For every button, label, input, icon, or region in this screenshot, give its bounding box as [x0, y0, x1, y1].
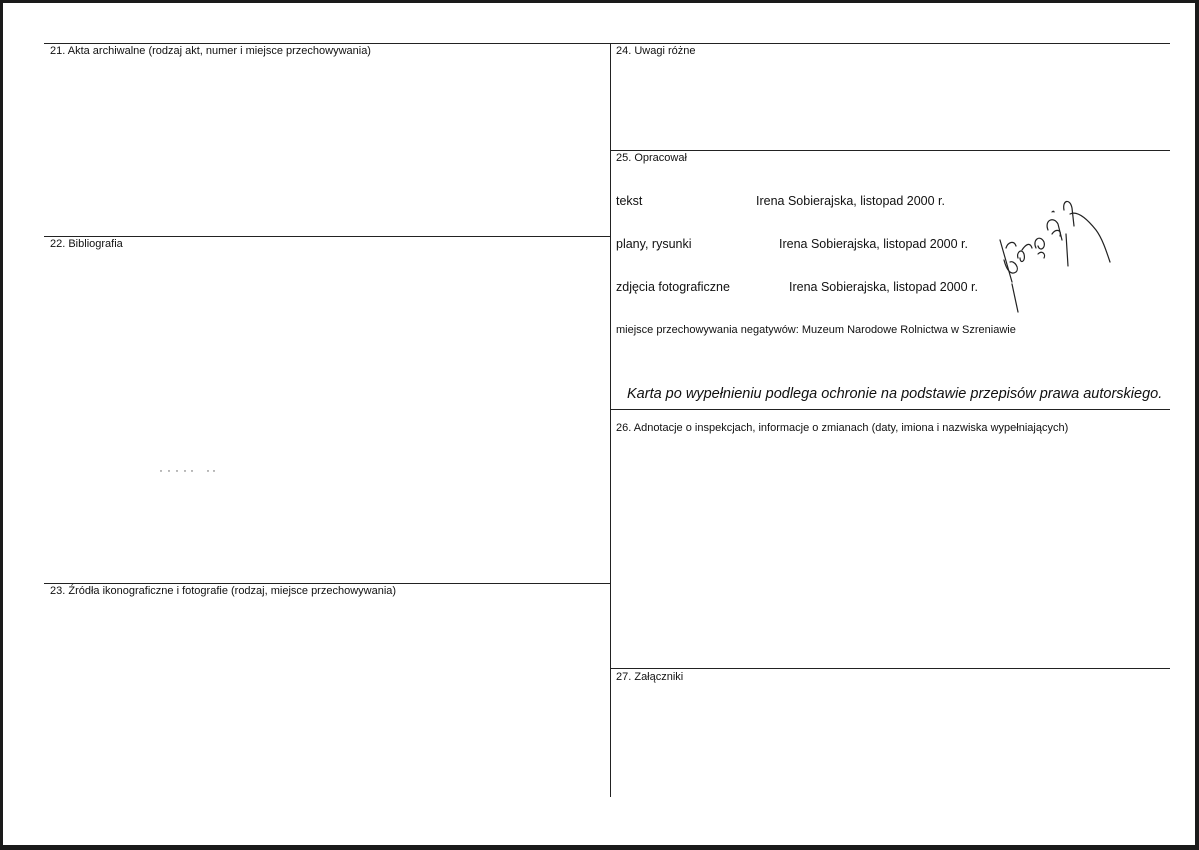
section-25-label: 25. Opracował [616, 152, 687, 164]
section-26-rule [610, 409, 1170, 410]
section-26-label: 26. Adnotacje o inspekcjach, informacje o zmianach (daty, imiona i nazwiska wypełniających) [616, 422, 1069, 434]
section-23-label: 23. Źródła ikonograficzne i fotografie (rodzaj, miejsce przechowywania) [50, 585, 397, 597]
author-text: Irena Sobierajska, listopad 2000 r. [756, 194, 946, 208]
negatives-storage: miejsce przechowywania negatywów: Muzeum Narodowe Rolnictwa w Szreniawie [616, 324, 1016, 336]
section-21-rule [44, 43, 611, 44]
section-24-label: 24. Uwagi różne [616, 45, 696, 57]
section-23-rule [44, 583, 611, 584]
section-22-rule [44, 236, 611, 237]
section-25-rule [610, 150, 1170, 151]
column-divider [610, 43, 611, 797]
handwritten-signature [992, 190, 1117, 320]
stray-marks [158, 468, 228, 474]
section-27-rule [610, 668, 1170, 669]
section-27-label: 27. Załączniki [616, 671, 684, 683]
role-text: tekst [616, 194, 643, 208]
copyright-note: Karta po wypełnieniu podlega ochronie na podstawie przepisów prawa autorskiego. [627, 386, 1163, 402]
section-24-rule [610, 43, 1170, 44]
author-photos: Irena Sobierajska, listopad 2000 r. [789, 280, 979, 294]
role-plans: plany, rysunki [616, 237, 692, 251]
role-photos: zdjęcia fotograficzne [616, 280, 730, 294]
author-plans: Irena Sobierajska, listopad 2000 r. [779, 237, 969, 251]
section-21-label: 21. Akta archiwalne (rodzaj akt, numer i miejsce przechowywania) [50, 45, 371, 57]
section-22-label: 22. Bibliografia [50, 238, 123, 250]
